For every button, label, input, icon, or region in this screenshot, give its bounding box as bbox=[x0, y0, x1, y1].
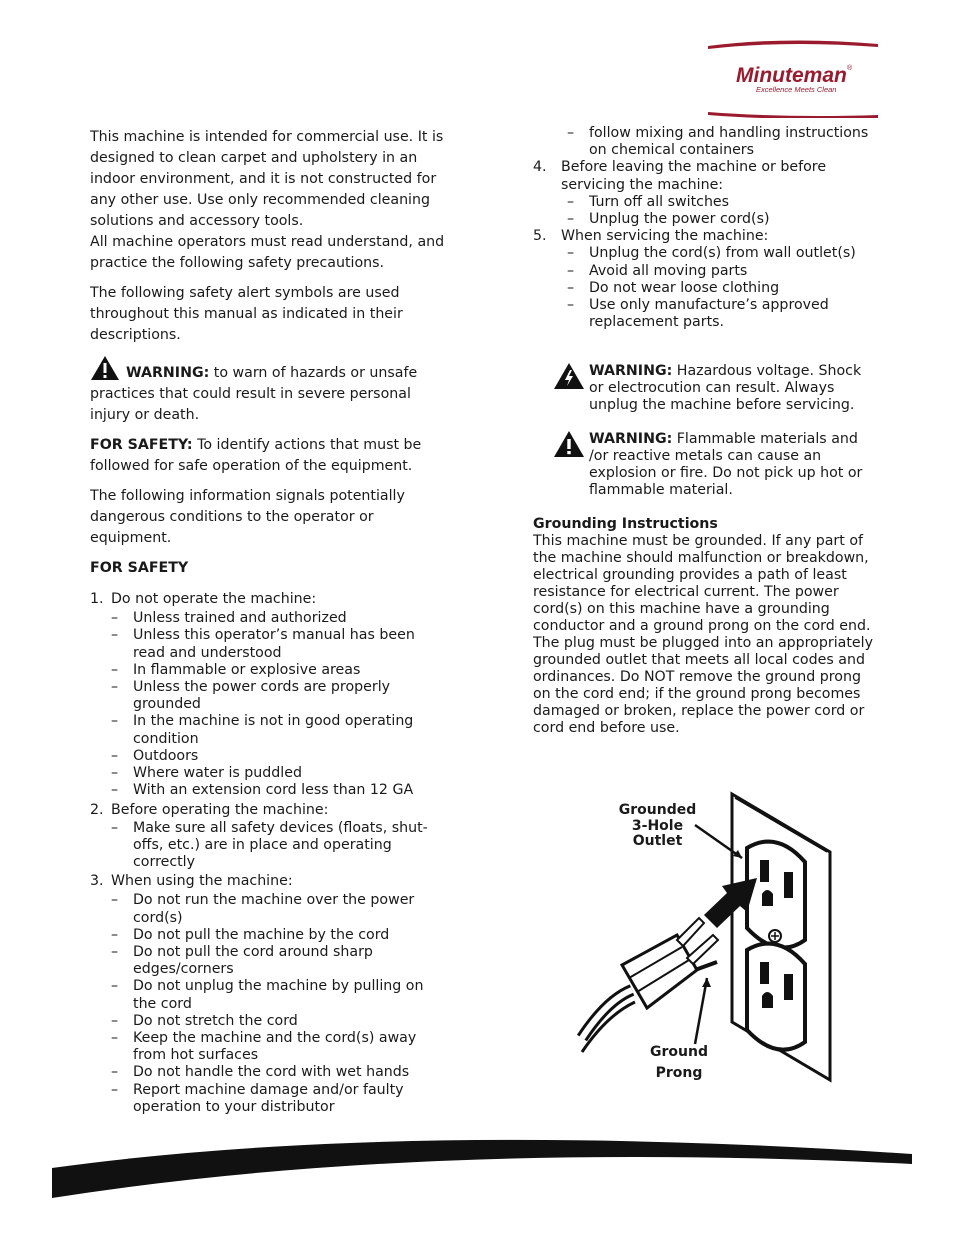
list-subitem: – Where water is puddled bbox=[111, 765, 450, 782]
safety-list-right bbox=[533, 159, 878, 331]
alert-symbols-paragraph: The following safety alert symbols are used throughout this manual as indicated in their descriptions. bbox=[90, 285, 403, 343]
warning-text: Hazardous voltage. Shock or electrocution can result. Always unplug the machine before servicing. bbox=[589, 363, 862, 414]
warning-triangle-icon bbox=[90, 355, 120, 381]
logo-tagline: Excellence Meets Clean bbox=[756, 85, 837, 94]
list-item: 1. Do not operate the machine: – Unless trained and authorized – Unless this operator’s manual has been read and understood – In flammable or explosive areas – Unless the power cords are properly grounded – In the machine is not in good operating condition – Outdoors – Where water is puddled – With an extension cord less than 12 GA bbox=[90, 591, 450, 799]
logo-brand: Minuteman bbox=[736, 64, 847, 87]
list-subitem: – Do not pull the machine by the cord bbox=[111, 927, 450, 944]
info-signals-paragraph: The following information signals potentially dangerous conditions to the operator or equipment. bbox=[90, 488, 405, 546]
left-column bbox=[90, 127, 450, 1116]
ground-prong-label: Ground Prong bbox=[650, 1044, 708, 1081]
list-item: 2. Before operating the machine: – Make sure all safety devices (floats, shut-offs, etc.) are in place and operating correctly bbox=[90, 802, 450, 871]
list-subitem: – Do not pull the cord around sharp edges/corners bbox=[111, 944, 450, 978]
minuteman-logo bbox=[706, 38, 880, 118]
list-subitem: – Use only manufacture’s approved replacement parts. bbox=[567, 297, 878, 331]
list-subitem: – Turn off all switches bbox=[567, 194, 878, 211]
list-subitem: – Unless trained and authorized bbox=[111, 610, 450, 627]
warning-label: WARNING: bbox=[126, 365, 210, 381]
list-subitem: – Report machine damage and/or faulty operation to your distributor bbox=[111, 1082, 450, 1116]
hazardous-voltage-warning bbox=[533, 363, 878, 414]
list-subitem: – Do not wear loose clothing bbox=[567, 280, 878, 297]
grounded-outlet-label: Grounded 3-Hole Outlet bbox=[618, 802, 697, 849]
footer-swoosh-decoration bbox=[0, 1120, 954, 1235]
list-item: 3. When using the machine: – Do not run the machine over the power cord(s) – Do not pull the machine by the cord – Do not pull the cord around sharp edges/corners – Do not unplug the machine by pulling on the cord – Do not stretch the cord – Keep the machine and the cord(s) away from hot surfaces – Do not handle the cord with wet hands – Report machine damage and/or faulty operation to your distributor bbox=[90, 873, 450, 1116]
list-subitem: – In flammable or explosive areas bbox=[111, 662, 450, 679]
warning-label: WARNING: bbox=[589, 363, 673, 380]
warning-triangle-icon bbox=[553, 430, 585, 458]
grounded-outlet-illustration bbox=[577, 790, 837, 1090]
for-safety-heading: FOR SAFETY bbox=[90, 560, 189, 576]
intro-paragraph: This machine is intended for commercial use. It is designed to clean carpet and upholstery in an indoor environment, and it is not constructed for any other use. Use only recommended cleaning solutions and accessory tools. bbox=[90, 129, 444, 229]
list-subitem: – With an extension cord less than 12 GA bbox=[111, 782, 450, 799]
right-column bbox=[533, 125, 878, 737]
list-subitem: – In the machine is not in good operating condition bbox=[111, 713, 450, 747]
list-subitem: – Unplug the cord(s) from wall outlet(s) bbox=[567, 245, 878, 262]
flammable-warning bbox=[533, 431, 878, 499]
for-safety-label: FOR SAFETY: bbox=[90, 437, 193, 453]
for-safety-text: To identify actions that must be followed for safe operation of the equipment. bbox=[90, 437, 422, 474]
list-subitem: – follow mixing and handling instructions on chemical containers bbox=[567, 125, 878, 159]
list-subitem: – Do not unplug the machine by pulling on the cord bbox=[111, 978, 450, 1012]
list-subitem: – Keep the machine and the cord(s) away from hot surfaces bbox=[111, 1030, 450, 1064]
list-item: 5. When servicing the machine: – Unplug the cord(s) from wall outlet(s) – Avoid all moving parts – Do not wear loose clothing – Use only manufacture’s approved replacement parts. bbox=[533, 228, 878, 331]
list-subitem: – Do not run the machine over the power cord(s) bbox=[111, 892, 450, 926]
grounding-title: Grounding Instructions bbox=[533, 516, 718, 533]
list-subitem: – Do not handle the cord with wet hands bbox=[111, 1064, 450, 1081]
warning-text: to warn of hazards or unsafe practices that could result in severe personal injury or death. bbox=[90, 365, 418, 423]
list-subitem: – Unplug the power cord(s) bbox=[567, 211, 878, 228]
list-subitem: – Do not stretch the cord bbox=[111, 1013, 450, 1030]
list-subitem: – Outdoors bbox=[111, 748, 450, 765]
grounding-text: This machine must be grounded. If any part of the machine should malfunction or breakdown, electrical grounding provides a path of least resistance for electrical current. The power cord(s) on this machine have a grounding conductor and a ground prong on the cord end. The plug must be plugged into an appropriately grounded outlet that meets all local codes and ordinances. Do NOT remove the ground prong on the cord end; if the ground prong becomes damaged or broken, replace the power cord or cord end before use. bbox=[533, 533, 873, 737]
list-subitem: – Unless this operator’s manual has been read and understood bbox=[111, 627, 450, 661]
list-subitem: – Unless the power cords are properly grounded bbox=[111, 679, 450, 713]
safety-list-left bbox=[90, 591, 450, 1116]
list-subitem: – Avoid all moving parts bbox=[567, 263, 878, 280]
electric-shock-warning-icon bbox=[553, 362, 585, 390]
logo-registered: ® bbox=[847, 65, 853, 72]
list-subitem: – Make sure all safety devices (floats, shut-offs, etc.) are in place and operating correctly bbox=[111, 820, 450, 872]
for-safety-definition bbox=[90, 435, 450, 477]
warning-definition bbox=[90, 355, 450, 426]
intro-paragraph-2: All machine operators must read understand, and practice the following safety precautions. bbox=[90, 234, 445, 271]
list-item: 4. Before leaving the machine or before servicing the machine: – Turn off all switches – Unplug the power cord(s) bbox=[533, 159, 878, 228]
warning-label: WARNING: bbox=[589, 431, 673, 448]
warning-text: Flammable materials and /or reactive metals can cause an explosion or fire. Do not pick up hot or flammable material. bbox=[589, 431, 863, 499]
